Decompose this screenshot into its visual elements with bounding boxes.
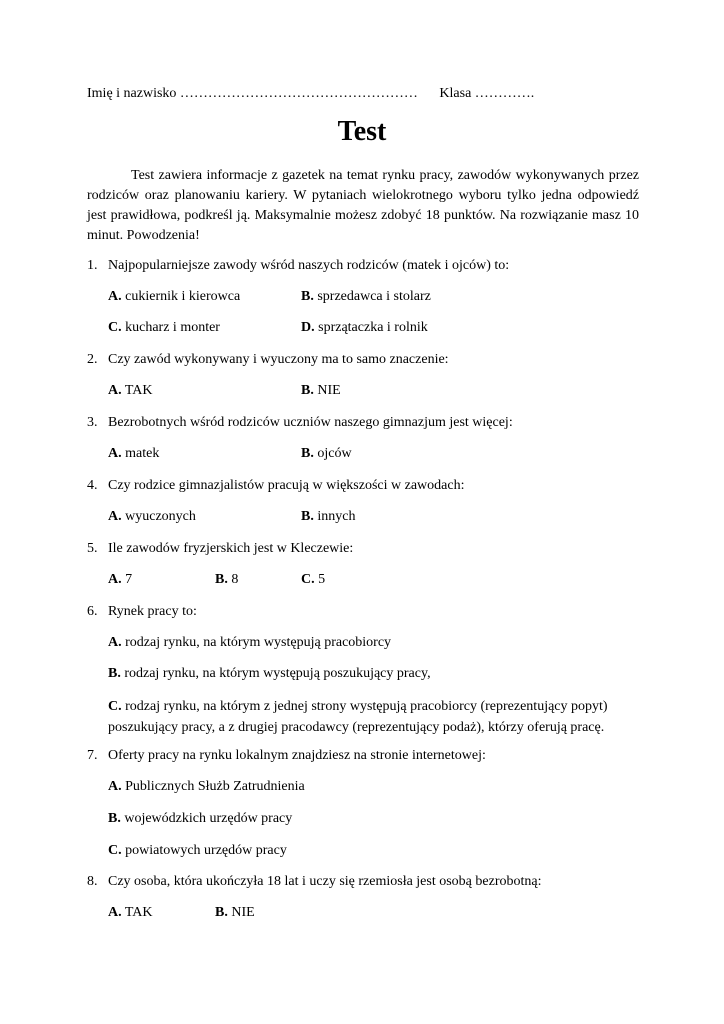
answer-4a xyxy=(108,509,196,525)
question-number: 5. xyxy=(87,541,98,556)
answer-letter: A. xyxy=(108,289,122,304)
class-field-label: Klasa …………. xyxy=(439,86,535,101)
answer-letter: A. xyxy=(108,446,122,461)
answer-1c xyxy=(108,320,220,336)
question-3 xyxy=(87,415,513,431)
answer-letter: A. xyxy=(108,905,122,920)
question-number: 3. xyxy=(87,415,98,430)
answer-8a xyxy=(108,905,153,921)
answer-letter: A. xyxy=(108,779,122,794)
answer-letter: C. xyxy=(108,699,122,714)
answer-text: rodzaj rynku, na którym występują poszukujący pracy, xyxy=(124,666,431,681)
answer-letter: C. xyxy=(108,843,122,858)
answer-letter: B. xyxy=(301,446,314,461)
answer-letter: B. xyxy=(215,572,228,587)
answer-letter: C. xyxy=(108,320,122,335)
answer-7c xyxy=(108,843,287,859)
question-text: Czy rodzice gimnazjalistów pracują w większości w zawodach: xyxy=(108,478,465,493)
answer-letter: B. xyxy=(108,811,121,826)
question-text: Najpopularniejsze zawody wśród naszych rodziców (matek i ojców) to: xyxy=(108,258,510,273)
answer-1d xyxy=(301,320,428,336)
question-number: 7. xyxy=(87,748,98,763)
answer-text: sprzątaczka i rolnik xyxy=(318,320,428,335)
answer-text: wojewódzkich urzędów pracy xyxy=(124,811,293,826)
answer-text: ojców xyxy=(317,446,352,461)
question-text: Bezrobotnych wśród rodziców uczniów naszego gimnazjum jest więcej: xyxy=(108,415,513,430)
answer-text: innych xyxy=(317,509,356,524)
question-8 xyxy=(87,874,541,890)
answer-letter: A. xyxy=(108,635,122,650)
answer-1b xyxy=(301,289,431,305)
answer-7b xyxy=(108,811,292,827)
question-text: Oferty pracy na rynku lokalnym znajdziesz na stronie internetowej: xyxy=(108,748,486,763)
answer-text: TAK xyxy=(124,905,153,920)
answer-text: Publicznych Służb Zatrudnienia xyxy=(125,779,305,794)
answer-5b xyxy=(215,572,238,588)
answer-text: wyuczonych xyxy=(125,509,196,524)
answer-5a xyxy=(108,572,132,588)
answer-text: 5 xyxy=(318,572,326,587)
intro-paragraph: Test zawiera informacje z gazetek na temat rynku pracy, zawodów wykonywanych przez rodziców oraz planowaniu kariery. W pytaniach wielokrotnego wyboru tylko jedna odpowiedź jest prawidłowa, podkreśl ją. Maksymalnie możesz zdobyć 18 punktów. Na rozwiązanie masz 10 minut. Powodzenia! xyxy=(87,168,639,243)
answer-text: powiatowych urzędów pracy xyxy=(125,843,287,858)
answer-text: sprzedawca i stolarz xyxy=(317,289,431,304)
answer-8b xyxy=(215,905,255,921)
answer-letter: C. xyxy=(301,572,315,587)
answer-6a xyxy=(108,635,391,651)
answer-letter: A. xyxy=(108,383,122,398)
answer-letter: B. xyxy=(301,383,314,398)
answer-text: rodzaj rynku, na którym z jednej strony występują pracobiorcy (reprezentujący popyt) poszukujący pracy, a z drugiej pracodawcy (reprezentujący podaż), którzy oferują pracę. xyxy=(108,699,608,735)
page-title: Test xyxy=(337,116,387,147)
question-text: Czy zawód wykonywany i wyuczony ma to samo znaczenie: xyxy=(108,352,449,367)
answer-text: cukiernik i kierowca xyxy=(125,289,241,304)
question-5 xyxy=(87,541,353,557)
answer-6b xyxy=(108,666,431,682)
answer-1a xyxy=(108,289,240,305)
question-4 xyxy=(87,478,464,494)
question-number: 6. xyxy=(87,604,98,619)
answer-text: 7 xyxy=(125,572,133,587)
answer-letter: A. xyxy=(108,509,122,524)
question-text: Czy osoba, która ukończyła 18 lat i uczy się rzemiosła jest osobą bezrobotną: xyxy=(108,874,542,889)
answer-5c xyxy=(301,572,325,588)
answer-letter: B. xyxy=(108,666,121,681)
answer-4b xyxy=(301,509,355,525)
question-7 xyxy=(87,748,486,764)
question-6 xyxy=(87,604,197,620)
answer-2a xyxy=(108,383,153,399)
student-info-line xyxy=(87,86,534,102)
answer-letter: D. xyxy=(301,320,315,335)
answer-letter: A. xyxy=(108,572,122,587)
question-number: 4. xyxy=(87,478,98,493)
answer-letter: B. xyxy=(301,289,314,304)
question-text: Rynek pracy to: xyxy=(108,604,197,619)
question-2 xyxy=(87,352,449,368)
question-number: 2. xyxy=(87,352,98,367)
answer-text: NIE xyxy=(317,383,341,398)
question-number: 8. xyxy=(87,874,98,889)
answer-3b xyxy=(301,446,352,462)
answer-2b xyxy=(301,383,341,399)
answer-text: rodzaj rynku, na którym występują pracobiorcy xyxy=(125,635,392,650)
question-1 xyxy=(87,258,509,274)
answer-text: matek xyxy=(125,446,160,461)
question-number: 1. xyxy=(87,258,98,273)
answer-text: 8 xyxy=(231,572,239,587)
answer-letter: B. xyxy=(301,509,314,524)
answer-text: NIE xyxy=(231,905,255,920)
answer-text: kucharz i monter xyxy=(125,320,220,335)
answer-7a xyxy=(108,779,305,795)
name-field-label: Imię i nazwisko …………………………………………… xyxy=(87,86,418,101)
answer-3a xyxy=(108,446,159,462)
question-text: Ile zawodów fryzjerskich jest w Kleczewie: xyxy=(108,541,354,556)
answer-text: TAK xyxy=(124,383,153,398)
answer-6c xyxy=(108,696,640,738)
answer-letter: B. xyxy=(215,905,228,920)
